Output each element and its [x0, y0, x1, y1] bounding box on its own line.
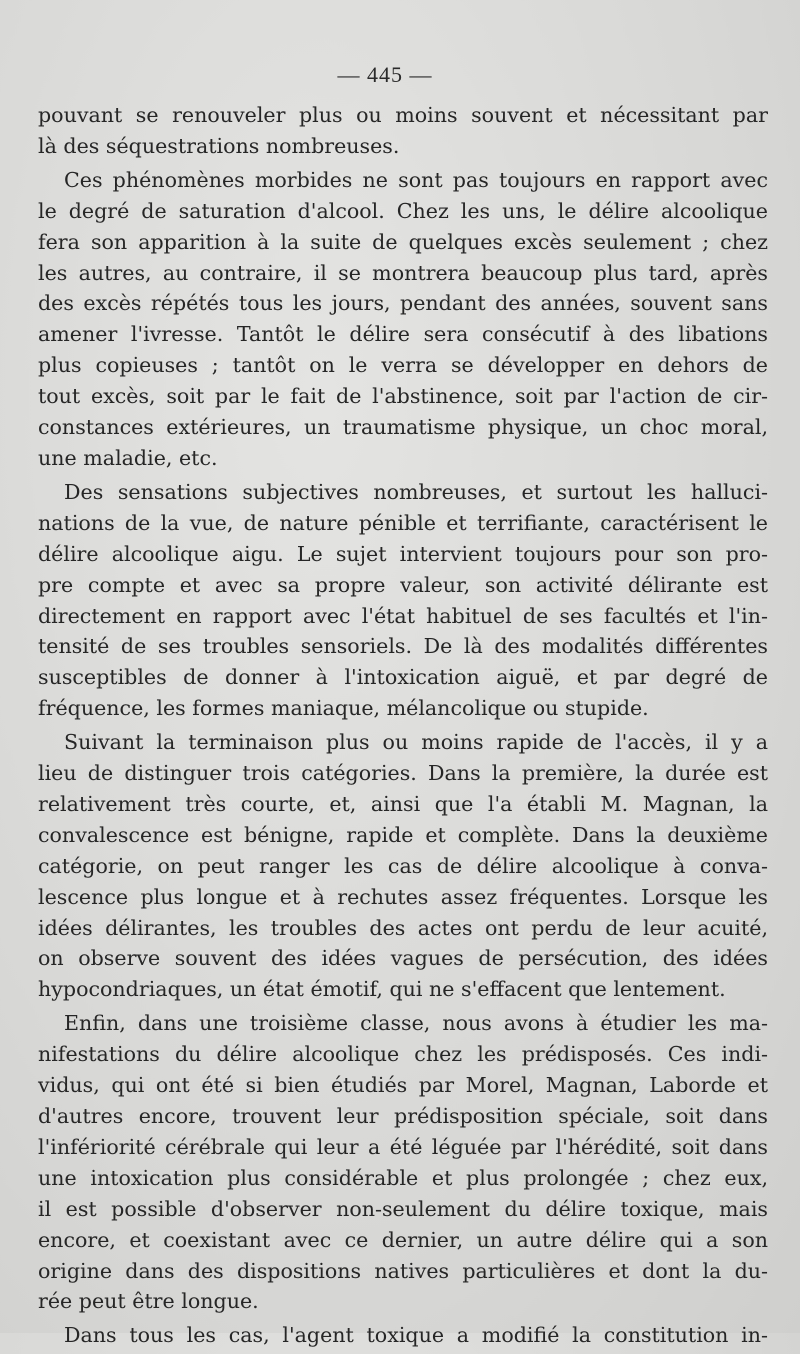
text-line: il est possible d'observer non-seulement du délire toxique, mais — [38, 1196, 768, 1221]
text-line: plus copieuses ; tantôt on le verra se développer en dehors de — [38, 353, 768, 378]
paragraph — [38, 727, 768, 1005]
text-line: lieu de distinguer trois catégories. Dans la première, la durée est — [38, 761, 768, 786]
text-line: une maladie, etc. — [38, 445, 218, 470]
text-line: pouvant se renouveler plus ou moins souvent et nécessitant par — [38, 103, 768, 127]
text-line: tout excès, soit par le fait de l'abstinence, soit par l'action de cir- — [38, 384, 768, 409]
text-line: Suivant la terminaison plus ou moins rapide de l'accès, il y a — [64, 730, 768, 755]
paragraph — [38, 477, 768, 724]
text-line: origine dans des dispositions natives particulières et dont la du- — [38, 1258, 768, 1283]
text-line: d'autres encore, trouvent leur prédisposition spéciale, soit dans — [38, 1104, 768, 1128]
text-line: délire alcoolique aigu. Le sujet intervient toujours pour son pro- — [38, 541, 768, 566]
text-line: lescence plus longue et à rechutes assez fréquentes. Lorsque les — [38, 884, 768, 909]
text-line: Des sensations subjectives nombreuses, et surtout les halluci- — [64, 479, 768, 504]
text-line: on observe souvent des idées vagues de persécution, des idées — [38, 946, 768, 971]
text-line: l'infériorité cérébrale qui leur a été léguée par l'hérédité, soit dans — [38, 1134, 768, 1159]
page-number: — 445 — — [337, 62, 433, 87]
text-line: constances extérieures, un traumatisme physique, un choc moral, — [38, 415, 768, 440]
text-line: fera son apparition à la suite de quelques excès seulement ; chez — [38, 229, 768, 254]
text-line: catégorie, on peut ranger les cas de délire alcoolique à conva- — [38, 853, 768, 878]
text-line: Enfin, dans une troisième classe, nous avons à étudier les ma- — [64, 1011, 768, 1036]
text-line: susceptibles de donner à l'intoxication aiguë, et par degré de — [38, 665, 768, 690]
paragraph — [38, 100, 768, 162]
text-line: Ces phénomènes morbides ne sont pas toujours en rapport avec — [64, 167, 768, 192]
text-line: vidus, qui ont été si bien étudiés par Morel, Magnan, Laborde et — [38, 1073, 768, 1098]
paragraph — [38, 1008, 768, 1317]
text-line: tensité de ses troubles sensoriels. De là des modalités différentes — [38, 634, 768, 659]
body-text — [38, 100, 768, 1354]
text-line: une intoxication plus considérable et plus prolongée ; chez eux, — [38, 1165, 768, 1190]
text-line: le degré de saturation d'alcool. Chez les uns, le délire alcoolique — [38, 198, 768, 223]
paragraph — [38, 165, 768, 474]
text-line: fréquence, les formes maniaque, mélancolique ou stupide. — [38, 696, 649, 721]
text-line: les autres, au contraire, il se montrera beaucoup plus tard, après — [38, 260, 768, 285]
text-line: encore, et coexistant avec ce dernier, un autre délire qui a son — [38, 1227, 768, 1252]
text-line: directement en rapport avec l'état habituel de ses facultés et l'in- — [38, 603, 768, 628]
text-line: Dans tous les cas, l'agent toxique a modifié la constitution in- — [64, 1323, 768, 1348]
text-line: relativement très courte, et, ainsi que l'a établi M. Magnan, la — [38, 791, 768, 816]
text-line: pre compte et avec sa propre valeur, son activité délirante est — [38, 572, 768, 597]
text-line: nations de la vue, de nature pénible et terrifiante, caractérisent le — [38, 510, 768, 535]
text-line: amener l'ivresse. Tantôt le délire sera consécutif à des libations — [38, 322, 768, 347]
paragraph — [38, 1320, 768, 1351]
text-line: hypocondriaques, un état émotif, qui ne s'effacent que lentement. — [38, 977, 726, 1002]
text-line: là des séquestrations nombreuses. — [38, 133, 400, 158]
text-line: des excès répétés tous les jours, pendant des années, souvent sans — [38, 291, 768, 316]
text-line: convalescence est bénigne, rapide et complète. Dans la deuxième — [38, 822, 768, 847]
text-line: rée peut être longue. — [38, 1289, 259, 1314]
text-line: nifestations du délire alcoolique chez les prédisposés. Ces indi- — [38, 1042, 768, 1067]
text-line: idées délirantes, les troubles des actes ont perdu de leur acuité, — [38, 915, 768, 940]
